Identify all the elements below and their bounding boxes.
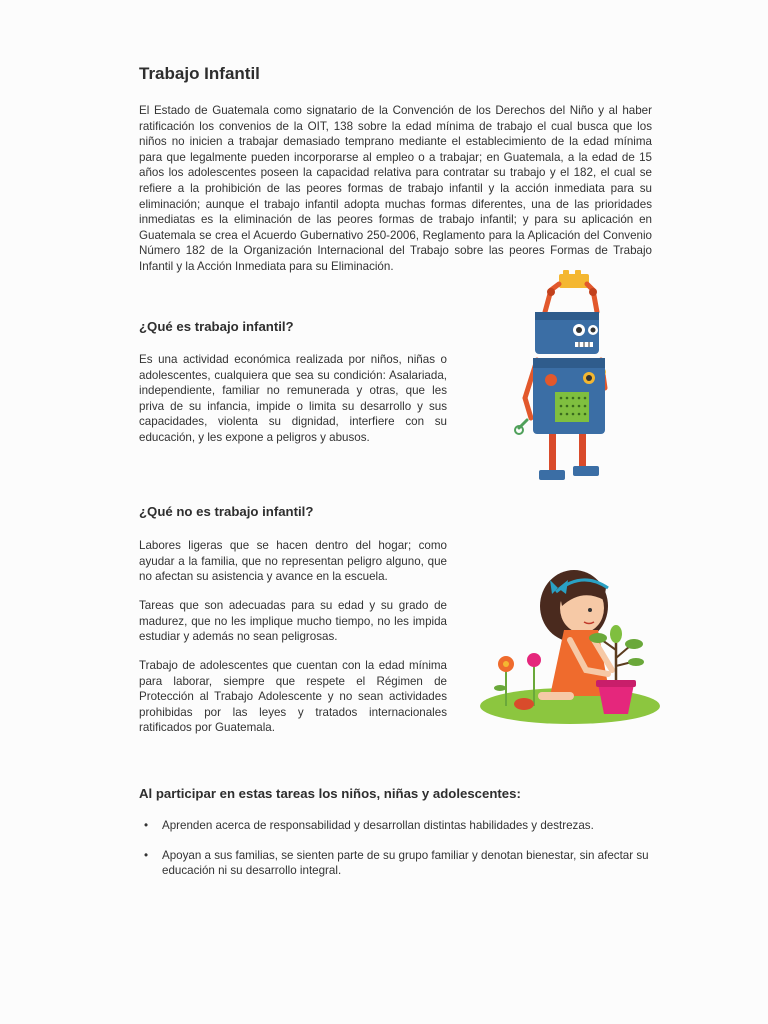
robot-illustration: [505, 268, 615, 488]
paragraph-trabajo-adolescentes: Trabajo de adolescentes que cuentan con la edad mínima para laborar, siempre que respete el Régimen de Protección al Trabajo Adolescente y no sean actividades prohibidas por las leyes y tratados internacionales ratificados por Guatemala.: [139, 659, 447, 735]
section-heading-que-no-es: ¿Qué no es trabajo infantil?: [139, 504, 314, 519]
section-text-que-es: Es una actividad económica realizada por niños, niñas o adolescentes, cualquiera que sea su condición: Asalariada, independiente, familiar no remunerada y otras, que les priva de su infancia, impide o limita su desarrollo y sus capacidades, violenta su dignidad, interfiere con su educación, y les expone a peligros y abusos.: [139, 353, 447, 444]
section-heading-que-es: ¿Qué es trabajo infantil?: [139, 319, 294, 334]
benefits-list: [139, 818, 659, 893]
list-item-text: Aprenden acerca de responsabilidad y desarrollan distintas habilidades y destrezas.: [162, 819, 594, 832]
page-title: Trabajo Infantil: [139, 64, 260, 83]
list-item: [139, 818, 659, 834]
section-heading-al-participar: Al participar en estas tareas los niños, niñas y adolescentes:: [139, 786, 521, 801]
intro-paragraph: El Estado de Guatemala como signatario de la Convención de los Derechos del Niño y al haber ratificación los convenios de la OIT, 138 sobre la edad mínima de trabajo el cual busca que los niños no inicien a trabajar demasiado temprano mediante el establecimiento de la edad mínima para que legalmente pueden incorporarse al empleo o a trabajar; en Guatemala, a la edad de 15 años los adolescentes poseen la capacidad relativa para contratar su trabajo y el 182, el cual se refiere a la prohibición de las peores formas de trabajo infantil y la acción inmediata para su eliminación; aunque el trabajo infantil adopta muchas formas diferentes, una de las prioridades inmediatas es la eliminación de las peores formas de trabajo infantil; y para su aplicación en Guatemala se crea el Acuerdo Gubernativo 250-2006, Reglamento para la Aplicación del Convenio Número 182 de la Organización Internacional del Trabajo sobre las peores Formas de Trabajo Infantil y la Acción Inmediata para su Eliminación.: [139, 104, 652, 273]
list-item: [139, 848, 659, 879]
bullet-marker: •: [144, 819, 149, 832]
paragraph-labores-ligeras: Labores ligeras que se hacen dentro del hogar; como ayudar a la familia, que no representan peligro alguno, que no afectan su asistencia y avance en la escuela.: [139, 539, 447, 584]
bullet-marker: •: [144, 848, 149, 862]
list-item-text: Apoyan a sus familias, se sienten parte de su grupo familiar y denotan bienestar, sin afectar su educación ni su desarrollo integral.: [162, 848, 649, 878]
paragraph-tareas-adecuadas: Tareas que son adecuadas para su edad y su grado de madurez, que no les implique mucho tiempo, no les impida estudiar y además no sean peligrosas.: [139, 599, 447, 644]
girl-planting-illustration: [478, 566, 660, 732]
